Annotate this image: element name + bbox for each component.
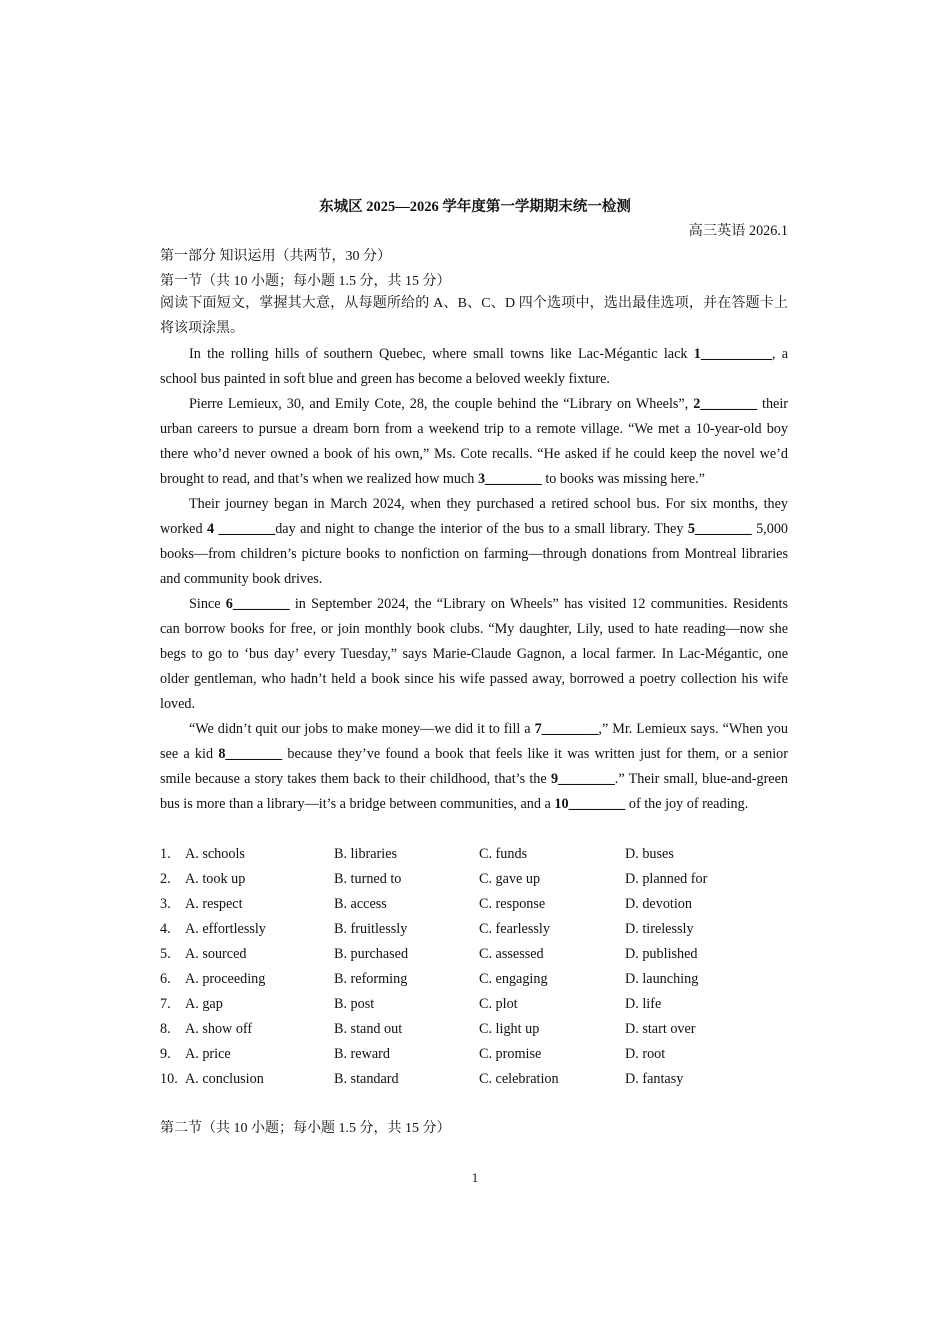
question-number: 6. — [160, 971, 171, 987]
option-a: A. show off — [185, 1021, 253, 1037]
page-subtitle: 高三英语 2026.1 — [688, 223, 788, 239]
option-c: C. promise — [479, 1046, 542, 1062]
option-a: A. price — [185, 1046, 231, 1062]
blank-8: 8________ — [218, 746, 283, 762]
option-d: D. buses — [625, 846, 674, 862]
p4-text: in September 2024, the “Library on Wheels” has visited 12 communities. Residents can borrow books for free, or join monthly book clubs. “My daughter, Lily, used to hate reading—now she begs to go to ‘bus day’ every Tuesday,” says Marie-Claude Gagnon, a local farmer. In Lac-Mégantic, one older gentleman, who hadn’t held a book since his wife passed away, borrowed a poetry collection his wife loved. — [160, 596, 788, 712]
option-a: A. conclusion — [185, 1071, 264, 1087]
blank-4: 4 ________ — [206, 521, 276, 537]
option-d: D. fantasy — [625, 1071, 684, 1087]
paragraph-2 — [160, 392, 788, 492]
question-number: 2. — [160, 871, 171, 887]
p3-text: Their journey began in March 2024, when they purchased a retired school bus. For six months, they worked — [160, 496, 788, 537]
option-a: A. sourced — [185, 946, 247, 962]
p3-text: day and night to change the interior of the bus to a small library. They — [275, 521, 688, 537]
p5-text: of the joy of reading. — [625, 796, 749, 812]
page-title: 东城区 2025—2026 学年度第一学期期末统一检测 — [319, 199, 631, 215]
question-number: 8. — [160, 1021, 171, 1037]
option-row-2 — [160, 867, 800, 892]
p2-text: to books was missing here.” — [541, 471, 705, 487]
question-number: 5. — [160, 946, 171, 962]
question-number: 3. — [160, 896, 171, 912]
p3-text: 5,000 books—from children’s picture books to nonfiction on farming—through donations from Montreal libraries and community book drives. — [160, 521, 789, 587]
part-heading: 第一部分 知识运用（共两节，30 分） — [160, 249, 391, 264]
blank-2: 2________ — [693, 396, 758, 412]
paragraph-4 — [160, 592, 788, 717]
option-row-4 — [160, 917, 800, 942]
question-number: 9. — [160, 1046, 171, 1062]
blank-1: 1__________ — [693, 346, 772, 362]
option-a: A. schools — [185, 846, 245, 862]
option-b: B. turned to — [334, 871, 402, 887]
blank-9: 9________ — [550, 771, 615, 787]
blank-6: 6________ — [225, 596, 290, 612]
blank-3: 3________ — [477, 471, 542, 487]
p2-text: Pierre Lemieux, 30, and Emily Cote, 28, the couple behind the “Library on Wheels”, — [189, 396, 694, 412]
option-c: C. celebration — [479, 1071, 559, 1087]
option-b: B. post — [334, 996, 375, 1012]
option-a: A. gap — [185, 996, 223, 1012]
question-number: 4. — [160, 921, 171, 937]
option-c: C. funds — [479, 846, 528, 862]
option-a: A. proceeding — [185, 971, 266, 987]
directions: 阅读下面短文，掌握其大意，从每题所给的 A、B、C、D 四个选项中，选出最佳选项，并在答题卡上将该项涂黑。 — [160, 296, 788, 336]
option-a: A. took up — [185, 871, 246, 887]
p5-text: ,” Mr. Lemieux says. “When you see a kid — [160, 721, 788, 762]
paragraph-3 — [160, 492, 788, 592]
p5-text: because they’ve found a book that feels like it was written just for them, or a senior smile because a story takes them back to their childhood, that’s the — [160, 746, 788, 787]
option-row-1 — [160, 842, 800, 867]
p4-text: Since — [189, 596, 226, 612]
option-b: B. standard — [334, 1071, 399, 1087]
option-row-8 — [160, 1017, 800, 1042]
option-b: B. libraries — [334, 846, 398, 862]
p1-text: In the rolling hills of southern Quebec, where small towns like Lac-Mégantic lack — [189, 346, 694, 362]
section-heading: 第一节（共 10 小题；每小题 1.5 分，共 15 分） — [160, 274, 451, 289]
paragraph-5 — [160, 717, 788, 817]
option-row-10 — [160, 1067, 800, 1092]
option-c: C. assessed — [479, 946, 544, 962]
option-row-5 — [160, 942, 800, 967]
section-2-heading: 第二节（共 10 小题；每小题 1.5 分，共 15 分） — [160, 1121, 451, 1136]
option-b: B. reward — [334, 1046, 390, 1062]
option-c: C. response — [479, 896, 546, 912]
option-a: A. effortlessly — [185, 921, 266, 937]
option-d: D. start over — [625, 1021, 696, 1037]
blank-7: 7________ — [534, 721, 599, 737]
question-number: 1. — [160, 846, 171, 862]
p1-text: , a school bus painted in soft blue and green has become a beloved weekly fixture. — [160, 346, 788, 387]
option-c: C. engaging — [479, 971, 548, 987]
blank-5: 5________ — [687, 521, 752, 537]
option-d: D. root — [625, 1046, 666, 1062]
question-number: 7. — [160, 996, 171, 1012]
option-c: C. fearlessly — [479, 921, 550, 937]
p5-text: “We didn’t quit our jobs to make money—we did it to fill a — [189, 721, 535, 737]
question-number: 10. — [160, 1071, 178, 1087]
p5-text: .” Their small, blue-and-green bus is more than a library—it’s a bridge between communities, and a — [160, 771, 788, 812]
option-d: D. launching — [625, 971, 699, 987]
option-d: D. tirelessly — [625, 921, 694, 937]
options-list — [160, 842, 800, 1092]
page-number: 1 — [471, 1170, 479, 1185]
option-d: D. published — [625, 946, 698, 962]
option-row-6 — [160, 967, 800, 992]
paragraph-1 — [160, 342, 788, 392]
blank-10: 10________ — [554, 796, 626, 812]
option-c: C. plot — [479, 996, 518, 1012]
option-b: B. purchased — [334, 946, 409, 962]
option-b: B. access — [334, 896, 387, 912]
option-d: D. devotion — [625, 896, 692, 912]
option-b: B. reforming — [334, 971, 408, 987]
option-row-9 — [160, 1042, 800, 1067]
option-b: B. stand out — [334, 1021, 403, 1037]
option-b: B. fruitlessly — [334, 921, 408, 937]
option-row-7 — [160, 992, 800, 1017]
p2-text: their urban careers to pursue a dream born from a weekend trip to a remote village. “We met a 10-year-old boy there who’d never owned a book of his own,” Ms. Cote recalls. “He asked if he could keep the novel we’d brought to read, and that’s when we realized how much — [160, 396, 788, 487]
option-row-3 — [160, 892, 800, 917]
option-d: D. life — [625, 996, 662, 1012]
option-d: D. planned for — [625, 871, 708, 887]
option-c: C. gave up — [479, 871, 541, 887]
option-c: C. light up — [479, 1021, 540, 1037]
option-a: A. respect — [185, 896, 243, 912]
